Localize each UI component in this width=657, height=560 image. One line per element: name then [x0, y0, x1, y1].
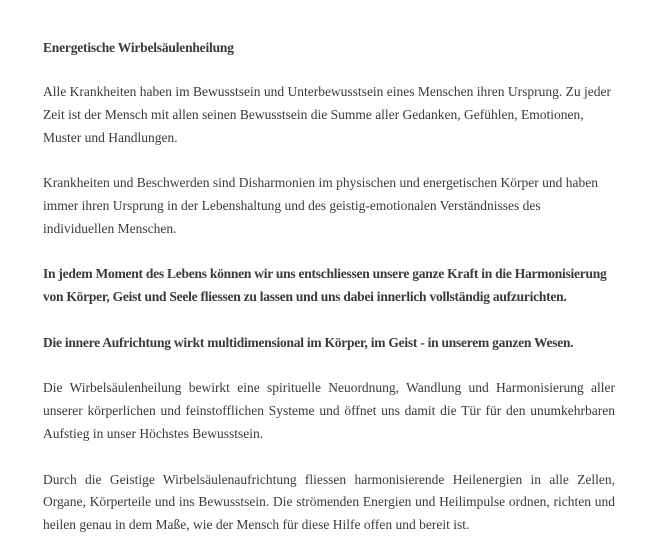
paragraph-disharmonies: Krankheiten und Beschwerden sind Disharmonien im physischen und energetischen Körper und haben immer ihren Ursprung in der Lebenshaltung und des geistig-emotionalen Verständnisses des individuellen Menschen. [43, 175, 598, 236]
paragraph-harmonisation: In jedem Moment des Lebens können wir uns entschliessen unsere ganze Kraft in die Harmonisierung von Körper, Geist und Seele fliessen zu lassen und uns dabei innerlich vollständig aufzurichten. [43, 266, 607, 305]
document-title: Energetische Wirbelsäulenheilung [43, 40, 234, 55]
paragraph-spine-healing: Die Wirbelsäulenheilung bewirkt eine spirituelle Neuordnung, Wandlung und Harmonisierung aller unserer körperlichen und feinstofflichen Systeme und öffnet uns damit die Tür für den unumkehrbaren Aufstieg in unser Höchstes Bewusstsein. [43, 380, 615, 441]
paragraph-origin-of-illness: Alle Krankheiten haben im Bewusstsein und Unterbewusstsein eines Menschen ihren Ursprung. Zu jeder Zeit ist der Mensch mit allen seinen Bewusstsein die Summe aller Gedanken, Gefühlen, Emotionen, Muster und Handlungen. [43, 84, 611, 145]
paragraph-healing-energies: Durch die Geistige Wirbelsäulenaufrichtung fliessen harmonisierende Heilenergien in alle Zellen, Organe, Körperteile und ins Bewusstsein. Die strömenden Energien und Heilimpulse ordnen, richten und heilen genau in dem Maße, wie der Mensch für diese Hilfe offen und bereit ist. [43, 471, 615, 533]
document-body [43, 37, 615, 560]
paragraph-inner-alignment: Die innere Aufrichtung wirkt multidimensional im Körper, im Geist - in unserem ganzen Wesen. [43, 334, 574, 350]
